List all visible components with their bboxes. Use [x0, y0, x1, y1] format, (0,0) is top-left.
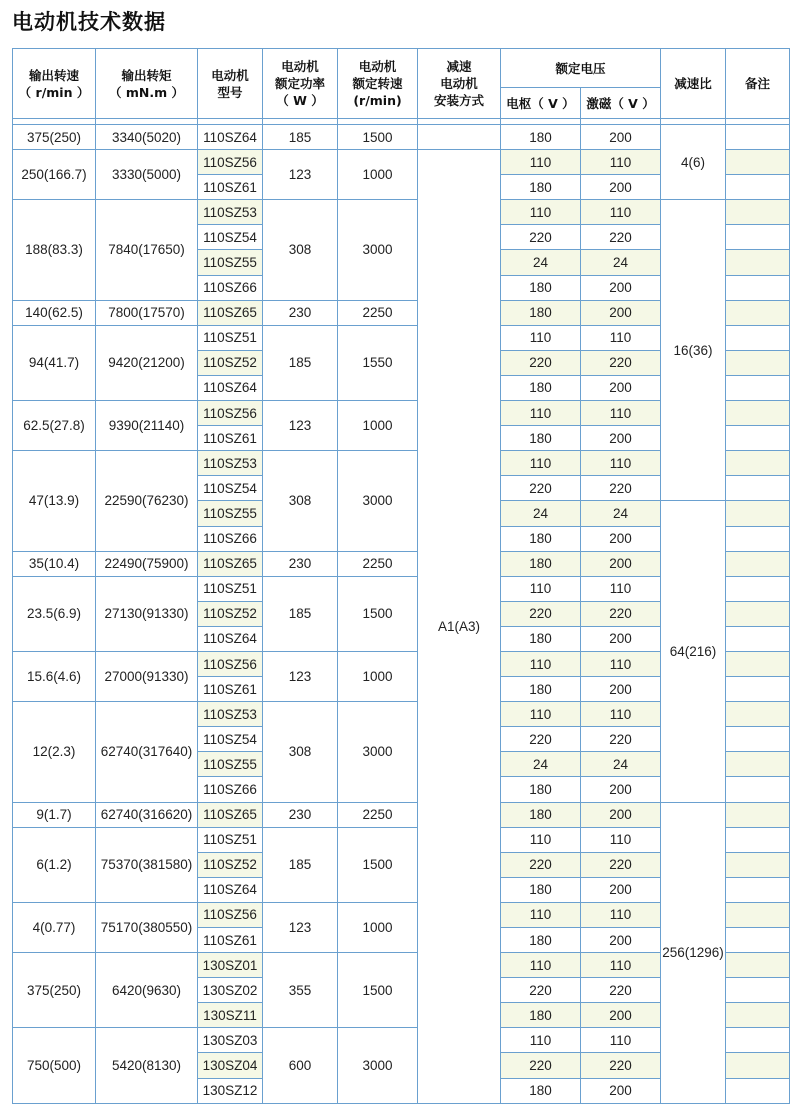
remark-cell: [726, 752, 790, 777]
remark-cell: [726, 325, 790, 350]
rated-power-cell: 308: [263, 200, 338, 300]
remark-cell: [726, 1028, 790, 1053]
remark-cell: [726, 200, 790, 225]
motor-model-cell: 110SZ51: [198, 325, 263, 350]
remark-cell: [726, 651, 790, 676]
field-voltage-cell: 200: [581, 300, 661, 325]
armature-voltage-cell: 180: [501, 677, 581, 702]
armature-voltage-cell: 180: [501, 125, 581, 150]
rated-power-cell: 230: [263, 300, 338, 325]
field-voltage-cell: 110: [581, 1028, 661, 1053]
header-motor-model: 电动机 型号: [198, 49, 263, 119]
rated-power-cell: 355: [263, 953, 338, 1028]
motor-model-cell: 110SZ56: [198, 651, 263, 676]
rated-power-cell: 123: [263, 401, 338, 451]
armature-voltage-cell: 220: [501, 476, 581, 501]
armature-voltage-cell: 110: [501, 325, 581, 350]
output-torque-cell: 75370(381580): [96, 827, 198, 902]
reduction-ratio-cell: 4(6): [661, 125, 726, 200]
motor-model-cell: 110SZ52: [198, 852, 263, 877]
output-torque-cell: 22490(75900): [96, 551, 198, 576]
motor-model-cell: 110SZ55: [198, 250, 263, 275]
armature-voltage-cell: 180: [501, 1003, 581, 1028]
output-torque-cell: 27000(91330): [96, 651, 198, 701]
field-voltage-cell: 220: [581, 978, 661, 1003]
output-speed-cell: 750(500): [13, 1028, 96, 1103]
output-torque-cell: 62740(316620): [96, 802, 198, 827]
rated-speed-cell: 1000: [338, 651, 418, 701]
output-torque-cell: 75170(380550): [96, 902, 198, 952]
remark-cell: [726, 451, 790, 476]
header-rated-voltage: 额定电压: [501, 49, 661, 88]
armature-voltage-cell: 24: [501, 250, 581, 275]
remark-cell: [726, 802, 790, 827]
motor-model-cell: 130SZ03: [198, 1028, 263, 1053]
field-voltage-cell: 200: [581, 802, 661, 827]
motor-model-cell: 110SZ51: [198, 576, 263, 601]
armature-voltage-cell: 110: [501, 200, 581, 225]
output-speed-cell: 188(83.3): [13, 200, 96, 300]
armature-voltage-cell: 180: [501, 426, 581, 451]
motor-model-cell: 110SZ53: [198, 451, 263, 476]
field-voltage-cell: 110: [581, 451, 661, 476]
motor-model-cell: 110SZ66: [198, 275, 263, 300]
table-body: [13, 125, 790, 1104]
field-voltage-cell: 220: [581, 601, 661, 626]
motor-model-cell: 110SZ61: [198, 175, 263, 200]
rated-power-cell: 185: [263, 125, 338, 150]
motor-model-cell: 110SZ61: [198, 426, 263, 451]
rated-speed-cell: 1500: [338, 827, 418, 902]
page-title: 电动机技术数据: [12, 10, 166, 34]
armature-voltage-cell: 220: [501, 225, 581, 250]
rated-speed-cell: 3000: [338, 451, 418, 551]
armature-voltage-cell: 110: [501, 902, 581, 927]
armature-voltage-cell: 110: [501, 1028, 581, 1053]
field-voltage-cell: 220: [581, 1053, 661, 1078]
remark-cell: [726, 300, 790, 325]
rated-speed-cell: 1550: [338, 325, 418, 400]
armature-voltage-cell: 220: [501, 1053, 581, 1078]
field-voltage-cell: 200: [581, 125, 661, 150]
motor-model-cell: 130SZ01: [198, 953, 263, 978]
remark-cell: [726, 526, 790, 551]
motor-model-cell: 110SZ65: [198, 802, 263, 827]
rated-power-cell: 230: [263, 551, 338, 576]
output-speed-cell: 23.5(6.9): [13, 576, 96, 651]
remark-cell: [726, 852, 790, 877]
remark-cell: [726, 275, 790, 300]
rated-power-cell: 308: [263, 702, 338, 802]
remark-cell: [726, 902, 790, 927]
motor-model-cell: 110SZ56: [198, 150, 263, 175]
output-torque-cell: 3340(5020): [96, 125, 198, 150]
field-voltage-cell: 200: [581, 877, 661, 902]
motor-model-cell: 110SZ56: [198, 401, 263, 426]
remark-cell: [726, 375, 790, 400]
remark-cell: [726, 953, 790, 978]
rated-power-cell: 185: [263, 325, 338, 400]
motor-model-cell: 130SZ04: [198, 1053, 263, 1078]
armature-voltage-cell: 180: [501, 877, 581, 902]
armature-voltage-cell: 220: [501, 350, 581, 375]
rated-speed-cell: 3000: [338, 1028, 418, 1103]
armature-voltage-cell: 180: [501, 928, 581, 953]
remark-cell: [726, 551, 790, 576]
motor-model-cell: 110SZ65: [198, 300, 263, 325]
rated-speed-cell: 1000: [338, 902, 418, 952]
output-torque-cell: 7800(17570): [96, 300, 198, 325]
motor-model-cell: 110SZ54: [198, 727, 263, 752]
output-speed-cell: 140(62.5): [13, 300, 96, 325]
output-speed-cell: 4(0.77): [13, 902, 96, 952]
remark-cell: [726, 727, 790, 752]
armature-voltage-cell: 180: [501, 375, 581, 400]
armature-voltage-cell: 180: [501, 526, 581, 551]
mount-empty-cell: [418, 125, 501, 150]
field-voltage-cell: 220: [581, 476, 661, 501]
output-torque-cell: 7840(17650): [96, 200, 198, 300]
armature-voltage-cell: 110: [501, 702, 581, 727]
output-speed-cell: 35(10.4): [13, 551, 96, 576]
armature-voltage-cell: 180: [501, 1078, 581, 1103]
field-voltage-cell: 220: [581, 727, 661, 752]
header-output-torque: 输出转矩 （ mN.m ）: [96, 49, 198, 119]
field-voltage-cell: 220: [581, 225, 661, 250]
rated-power-cell: 230: [263, 802, 338, 827]
armature-voltage-cell: 180: [501, 175, 581, 200]
output-speed-cell: 250(166.7): [13, 150, 96, 200]
reduction-ratio-cell: 256(1296): [661, 802, 726, 1103]
armature-voltage-cell: 180: [501, 300, 581, 325]
motor-model-cell: 110SZ54: [198, 476, 263, 501]
rated-speed-cell: 1500: [338, 125, 418, 150]
output-speed-cell: 375(250): [13, 953, 96, 1028]
output-speed-cell: 15.6(4.6): [13, 651, 96, 701]
output-speed-cell: 12(2.3): [13, 702, 96, 802]
rated-speed-cell: 1500: [338, 953, 418, 1028]
rated-power-cell: 185: [263, 827, 338, 902]
rated-speed-cell: 1000: [338, 401, 418, 451]
remark-cell: [726, 476, 790, 501]
field-voltage-cell: 200: [581, 175, 661, 200]
rated-power-cell: 123: [263, 651, 338, 701]
rated-power-cell: 123: [263, 902, 338, 952]
remark-cell: [726, 250, 790, 275]
motor-model-cell: 110SZ61: [198, 677, 263, 702]
armature-voltage-cell: 180: [501, 777, 581, 802]
output-speed-cell: 62.5(27.8): [13, 401, 96, 451]
field-voltage-cell: 200: [581, 1078, 661, 1103]
table-row: [13, 125, 790, 150]
field-voltage-cell: 110: [581, 953, 661, 978]
field-voltage-cell: 110: [581, 150, 661, 175]
motor-model-cell: 130SZ02: [198, 978, 263, 1003]
remark-cell: [726, 677, 790, 702]
field-voltage-cell: 110: [581, 651, 661, 676]
rated-speed-cell: 3000: [338, 200, 418, 300]
motor-model-cell: 110SZ61: [198, 928, 263, 953]
armature-voltage-cell: 220: [501, 727, 581, 752]
output-torque-cell: 62740(317640): [96, 702, 198, 802]
rated-speed-cell: 3000: [338, 702, 418, 802]
header-reduction-ratio: 减速比: [661, 49, 726, 119]
header-field-voltage: 激磁（ V ）: [581, 88, 661, 119]
field-voltage-cell: 200: [581, 375, 661, 400]
output-speed-cell: 47(13.9): [13, 451, 96, 551]
remark-cell: [726, 626, 790, 651]
armature-voltage-cell: 110: [501, 953, 581, 978]
rated-speed-cell: 2250: [338, 300, 418, 325]
field-voltage-cell: 110: [581, 827, 661, 852]
remark-cell: [726, 225, 790, 250]
field-voltage-cell: 24: [581, 250, 661, 275]
field-voltage-cell: 220: [581, 852, 661, 877]
remark-cell: [726, 150, 790, 175]
motor-model-cell: 110SZ64: [198, 877, 263, 902]
armature-voltage-cell: 110: [501, 651, 581, 676]
rated-speed-cell: 2250: [338, 802, 418, 827]
field-voltage-cell: 110: [581, 200, 661, 225]
remark-cell: [726, 125, 790, 150]
armature-voltage-cell: 220: [501, 601, 581, 626]
rated-power-cell: 185: [263, 576, 338, 651]
motor-model-cell: 110SZ52: [198, 601, 263, 626]
remark-cell: [726, 1053, 790, 1078]
rated-speed-cell: 2250: [338, 551, 418, 576]
output-torque-cell: 9390(21140): [96, 401, 198, 451]
armature-voltage-cell: 180: [501, 802, 581, 827]
output-torque-cell: 5420(8130): [96, 1028, 198, 1103]
armature-voltage-cell: 24: [501, 752, 581, 777]
field-voltage-cell: 200: [581, 551, 661, 576]
remark-cell: [726, 576, 790, 601]
field-voltage-cell: 200: [581, 928, 661, 953]
remark-cell: [726, 175, 790, 200]
rated-speed-cell: 1000: [338, 150, 418, 200]
output-speed-cell: 9(1.7): [13, 802, 96, 827]
header-remark: 备注: [726, 49, 790, 119]
field-voltage-cell: 200: [581, 426, 661, 451]
remark-cell: [726, 1003, 790, 1028]
table-row: [13, 802, 790, 827]
motor-model-cell: 110SZ64: [198, 125, 263, 150]
motor-model-cell: 130SZ12: [198, 1078, 263, 1103]
remark-cell: [726, 401, 790, 426]
remark-cell: [726, 702, 790, 727]
armature-voltage-cell: 220: [501, 852, 581, 877]
output-torque-cell: 9420(21200): [96, 325, 198, 400]
field-voltage-cell: 200: [581, 1003, 661, 1028]
motor-model-cell: 110SZ51: [198, 827, 263, 852]
header-mount-type: 减速 电动机 安装方式: [418, 49, 501, 119]
field-voltage-cell: 110: [581, 325, 661, 350]
motor-model-cell: 110SZ65: [198, 551, 263, 576]
output-speed-cell: 375(250): [13, 125, 96, 150]
motor-model-cell: 110SZ56: [198, 902, 263, 927]
armature-voltage-cell: 24: [501, 501, 581, 526]
field-voltage-cell: 24: [581, 752, 661, 777]
field-voltage-cell: 200: [581, 677, 661, 702]
motor-model-cell: 110SZ64: [198, 375, 263, 400]
motor-model-cell: 110SZ55: [198, 501, 263, 526]
armature-voltage-cell: 220: [501, 978, 581, 1003]
output-torque-cell: 27130(91330): [96, 576, 198, 651]
output-torque-cell: 6420(9630): [96, 953, 198, 1028]
remark-cell: [726, 827, 790, 852]
remark-cell: [726, 350, 790, 375]
motor-model-cell: 110SZ64: [198, 626, 263, 651]
header-rated-power: 电动机 额定功率 （ W ）: [263, 49, 338, 119]
remark-cell: [726, 426, 790, 451]
motor-model-cell: 110SZ55: [198, 752, 263, 777]
armature-voltage-cell: 110: [501, 401, 581, 426]
table-row: [13, 200, 790, 225]
output-speed-cell: 94(41.7): [13, 325, 96, 400]
armature-voltage-cell: 110: [501, 451, 581, 476]
header-rated-speed: 电动机 额定转速 (r/min): [338, 49, 418, 119]
motor-model-cell: 110SZ54: [198, 225, 263, 250]
rated-power-cell: 123: [263, 150, 338, 200]
output-torque-cell: 3330(5000): [96, 150, 198, 200]
rated-power-cell: 308: [263, 451, 338, 551]
armature-voltage-cell: 110: [501, 576, 581, 601]
output-torque-cell: 22590(76230): [96, 451, 198, 551]
header-output-speed: 输出转速 （ r/min ）: [13, 49, 96, 119]
armature-voltage-cell: 110: [501, 827, 581, 852]
remark-cell: [726, 978, 790, 1003]
motor-model-cell: 130SZ11: [198, 1003, 263, 1028]
remark-cell: [726, 1078, 790, 1103]
field-voltage-cell: 200: [581, 777, 661, 802]
remark-cell: [726, 501, 790, 526]
motor-model-cell: 110SZ66: [198, 777, 263, 802]
rated-speed-cell: 1500: [338, 576, 418, 651]
field-voltage-cell: 220: [581, 350, 661, 375]
field-voltage-cell: 24: [581, 501, 661, 526]
field-voltage-cell: 200: [581, 275, 661, 300]
remark-cell: [726, 777, 790, 802]
reduction-ratio-cell: 16(36): [661, 200, 726, 501]
remark-cell: [726, 601, 790, 626]
header-armature-voltage: 电枢（ V ）: [501, 88, 581, 119]
motor-model-cell: 110SZ52: [198, 350, 263, 375]
mount-type-cell: A1(A3): [418, 150, 501, 1104]
remark-cell: [726, 928, 790, 953]
motor-spec-table: [12, 48, 790, 1104]
field-voltage-cell: 200: [581, 526, 661, 551]
armature-voltage-cell: 180: [501, 626, 581, 651]
field-voltage-cell: 110: [581, 401, 661, 426]
field-voltage-cell: 110: [581, 902, 661, 927]
armature-voltage-cell: 110: [501, 150, 581, 175]
field-voltage-cell: 200: [581, 626, 661, 651]
reduction-ratio-cell: 64(216): [661, 501, 726, 802]
motor-model-cell: 110SZ66: [198, 526, 263, 551]
armature-voltage-cell: 180: [501, 275, 581, 300]
motor-model-cell: 110SZ53: [198, 200, 263, 225]
remark-cell: [726, 877, 790, 902]
motor-model-cell: 110SZ53: [198, 702, 263, 727]
rated-power-cell: 600: [263, 1028, 338, 1103]
armature-voltage-cell: 180: [501, 551, 581, 576]
field-voltage-cell: 110: [581, 576, 661, 601]
output-speed-cell: 6(1.2): [13, 827, 96, 902]
field-voltage-cell: 110: [581, 702, 661, 727]
